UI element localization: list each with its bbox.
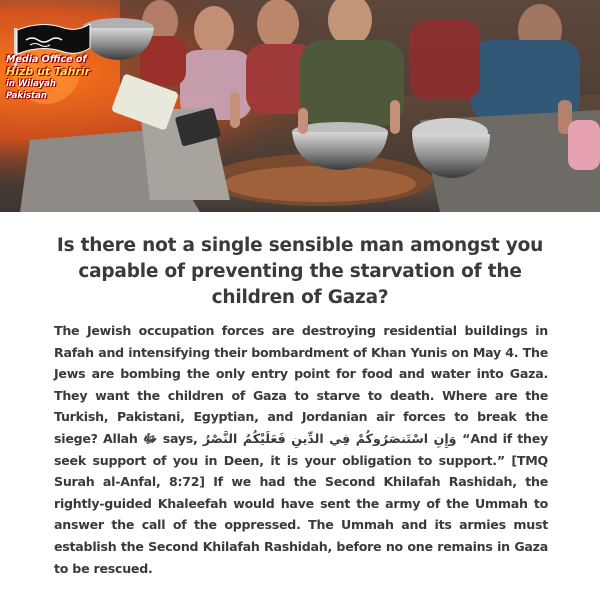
quran-arabic-verse: وَإِنِ اسْتَنصَرُوكُمْ فِي الدِّينِ فَعَلَيْكُمُ النَّصْرُ	[202, 430, 457, 446]
logo-org-name	[6, 54, 98, 102]
logo-line-2: Hizb ut Tahrir	[6, 65, 91, 78]
header-photo	[0, 0, 600, 212]
logo-line-3: in Wilayah Pakistan	[6, 79, 56, 101]
body-paragraph-1: The Jewish occupation forces are destroying residential buildings in Rafah and intensifying their bombardment of Khan Yunis on May 4. The Jews are bombing the only entry point for food and water into Gaza. They want the children of Gaza to starve to death. Where are the Turkish, Pakistani, Egyptian, and Jordanian air forces to break the siege? Allah ﷻ says,	[54, 323, 548, 446]
hizb-ut-tahrir-logo	[6, 8, 94, 108]
headline: Is there not a single sensible man amongst you capable of preventing the starvation of the children of Gaza?	[56, 235, 544, 308]
logo-line-1: Media Office of	[6, 54, 87, 65]
body-paragraph-2: “And if they seek support of you in Deen, it is your obligation to support.” [TMQ Surah al-Anfal, 8:72] If we had the Second Khilafah Rashidah, the rightly-guided Khaleefah would have sent the army of the Ummah to answer the call of the oppressed. The Ummah and its armies must establish the Second Khilafah Rashidah, before no one remains in Gaza to be rescued.	[54, 430, 549, 576]
article-body	[54, 320, 548, 579]
